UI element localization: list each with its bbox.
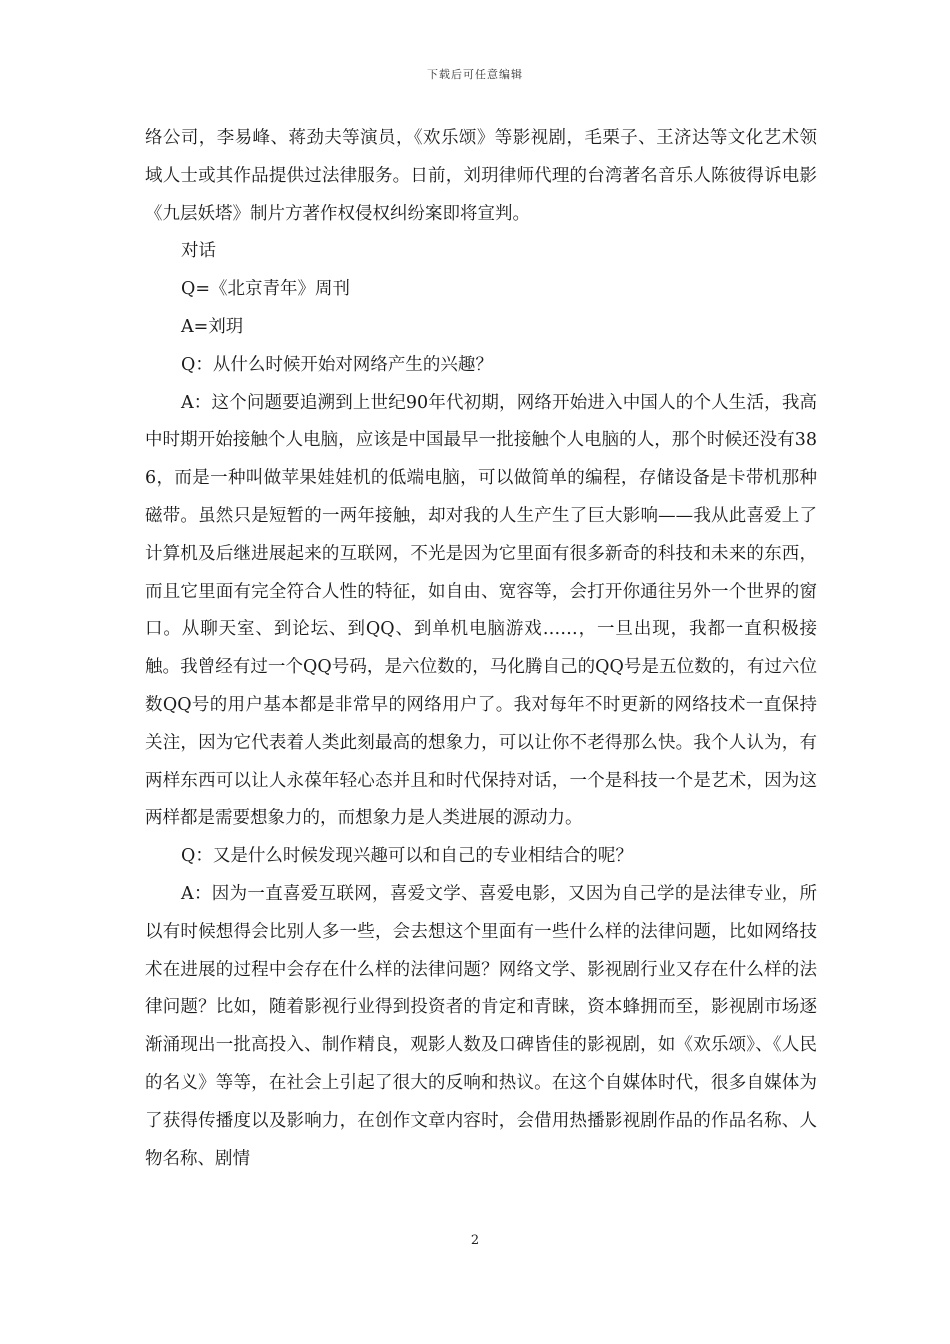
- paragraph-a-definition: A=刘玥: [181, 316, 244, 337]
- paragraph-question-1: Q：从什么时候开始对网络产生的兴趣？: [181, 354, 493, 375]
- document-body: [145, 120, 817, 1178]
- paragraph-q-definition: Q=《北京青年》周刊: [181, 279, 351, 300]
- paragraph-dialogue-heading: 对话: [181, 241, 216, 262]
- paragraph-question-2: Q：又是什么时候发现兴趣可以和自己的专业相结合的呢？: [181, 846, 633, 867]
- paragraph-answer-2: A：因为一直喜爱互联网，喜爱文学、喜爱电影，又因为自己学的是法律专业，所以有时候想得会比别人多一些，会去想这个里面有一些什么样的法律问题，比如网络技术在进展的过程中会存在什么样的法律问题？网络文学、影视剧行业又存在什么样的法律问题？比如，随着影视行业得到投资者的肯定和青睐，资本蜂拥而至，影视剧市场逐渐涌现出一批高投入、制作精良，观影人数及口碑皆佳的影视剧，如《欢乐颂》、《人民的名义》等等，在社会上引起了很大的反响和热议。在这个自媒体时代，很多自媒体为了获得传播度以及影响力，在创作文章内容时，会借用热播影视剧作品的作品名称、人物名称、剧情: [145, 883, 817, 1169]
- paragraph-intro-continuation: 络公司，李易峰、蒋劲夫等演员，《欢乐颂》等影视剧，毛栗子、王济达等文化艺术领域人士或其作品提供过法律服务。日前，刘玥律师代理的台湾著名音乐人陈彼得诉电影《九层妖塔》制片方著作权侵权纠纷案即将宣判。: [145, 128, 817, 224]
- page-header: 下载后可任意编辑: [427, 68, 523, 81]
- paragraph-answer-1: A：这个问题要追溯到上世纪90年代初期，网络开始进入中国人的个人生活，我高中时期开始接触个人电脑，应该是中国最早一批接触个人电脑的人，那个时候还没有386，而是一种叫做苹果娃娃机的低端电脑，可以做简单的编程，存储设备是卡带机那种磁带。虽然只是短暂的一两年接触，却对我的人生产生了巨大影响——我从此喜爱上了计算机及后继进展起来的互联网，不光是因为它里面有很多新奇的科技和未来的东西，而且它里面有完全符合人性的特征，如自由、宽容等，会打开你通往另外一个世界的窗口。从聊天室、到论坛、到QQ、到单机电脑游戏……，一旦出现，我都一直积极接触。我曾经有过一个QQ号码，是六位数的，马化腾自己的QQ号是五位数的，有过六位数QQ号的用户基本都是非常早的网络用户了。我对每年不时更新的网络技术一直保持关注，因为它代表着人类此刻最高的想象力，可以让你不老得那么快。我个人认为，有两样东西可以让人永葆年轻心态并且和时代保持对话，一个是科技一个是艺术，因为这两样都是需要想象力的，而想象力是人类进展的源动力。: [145, 392, 817, 829]
- page-number: 2: [470, 1233, 480, 1248]
